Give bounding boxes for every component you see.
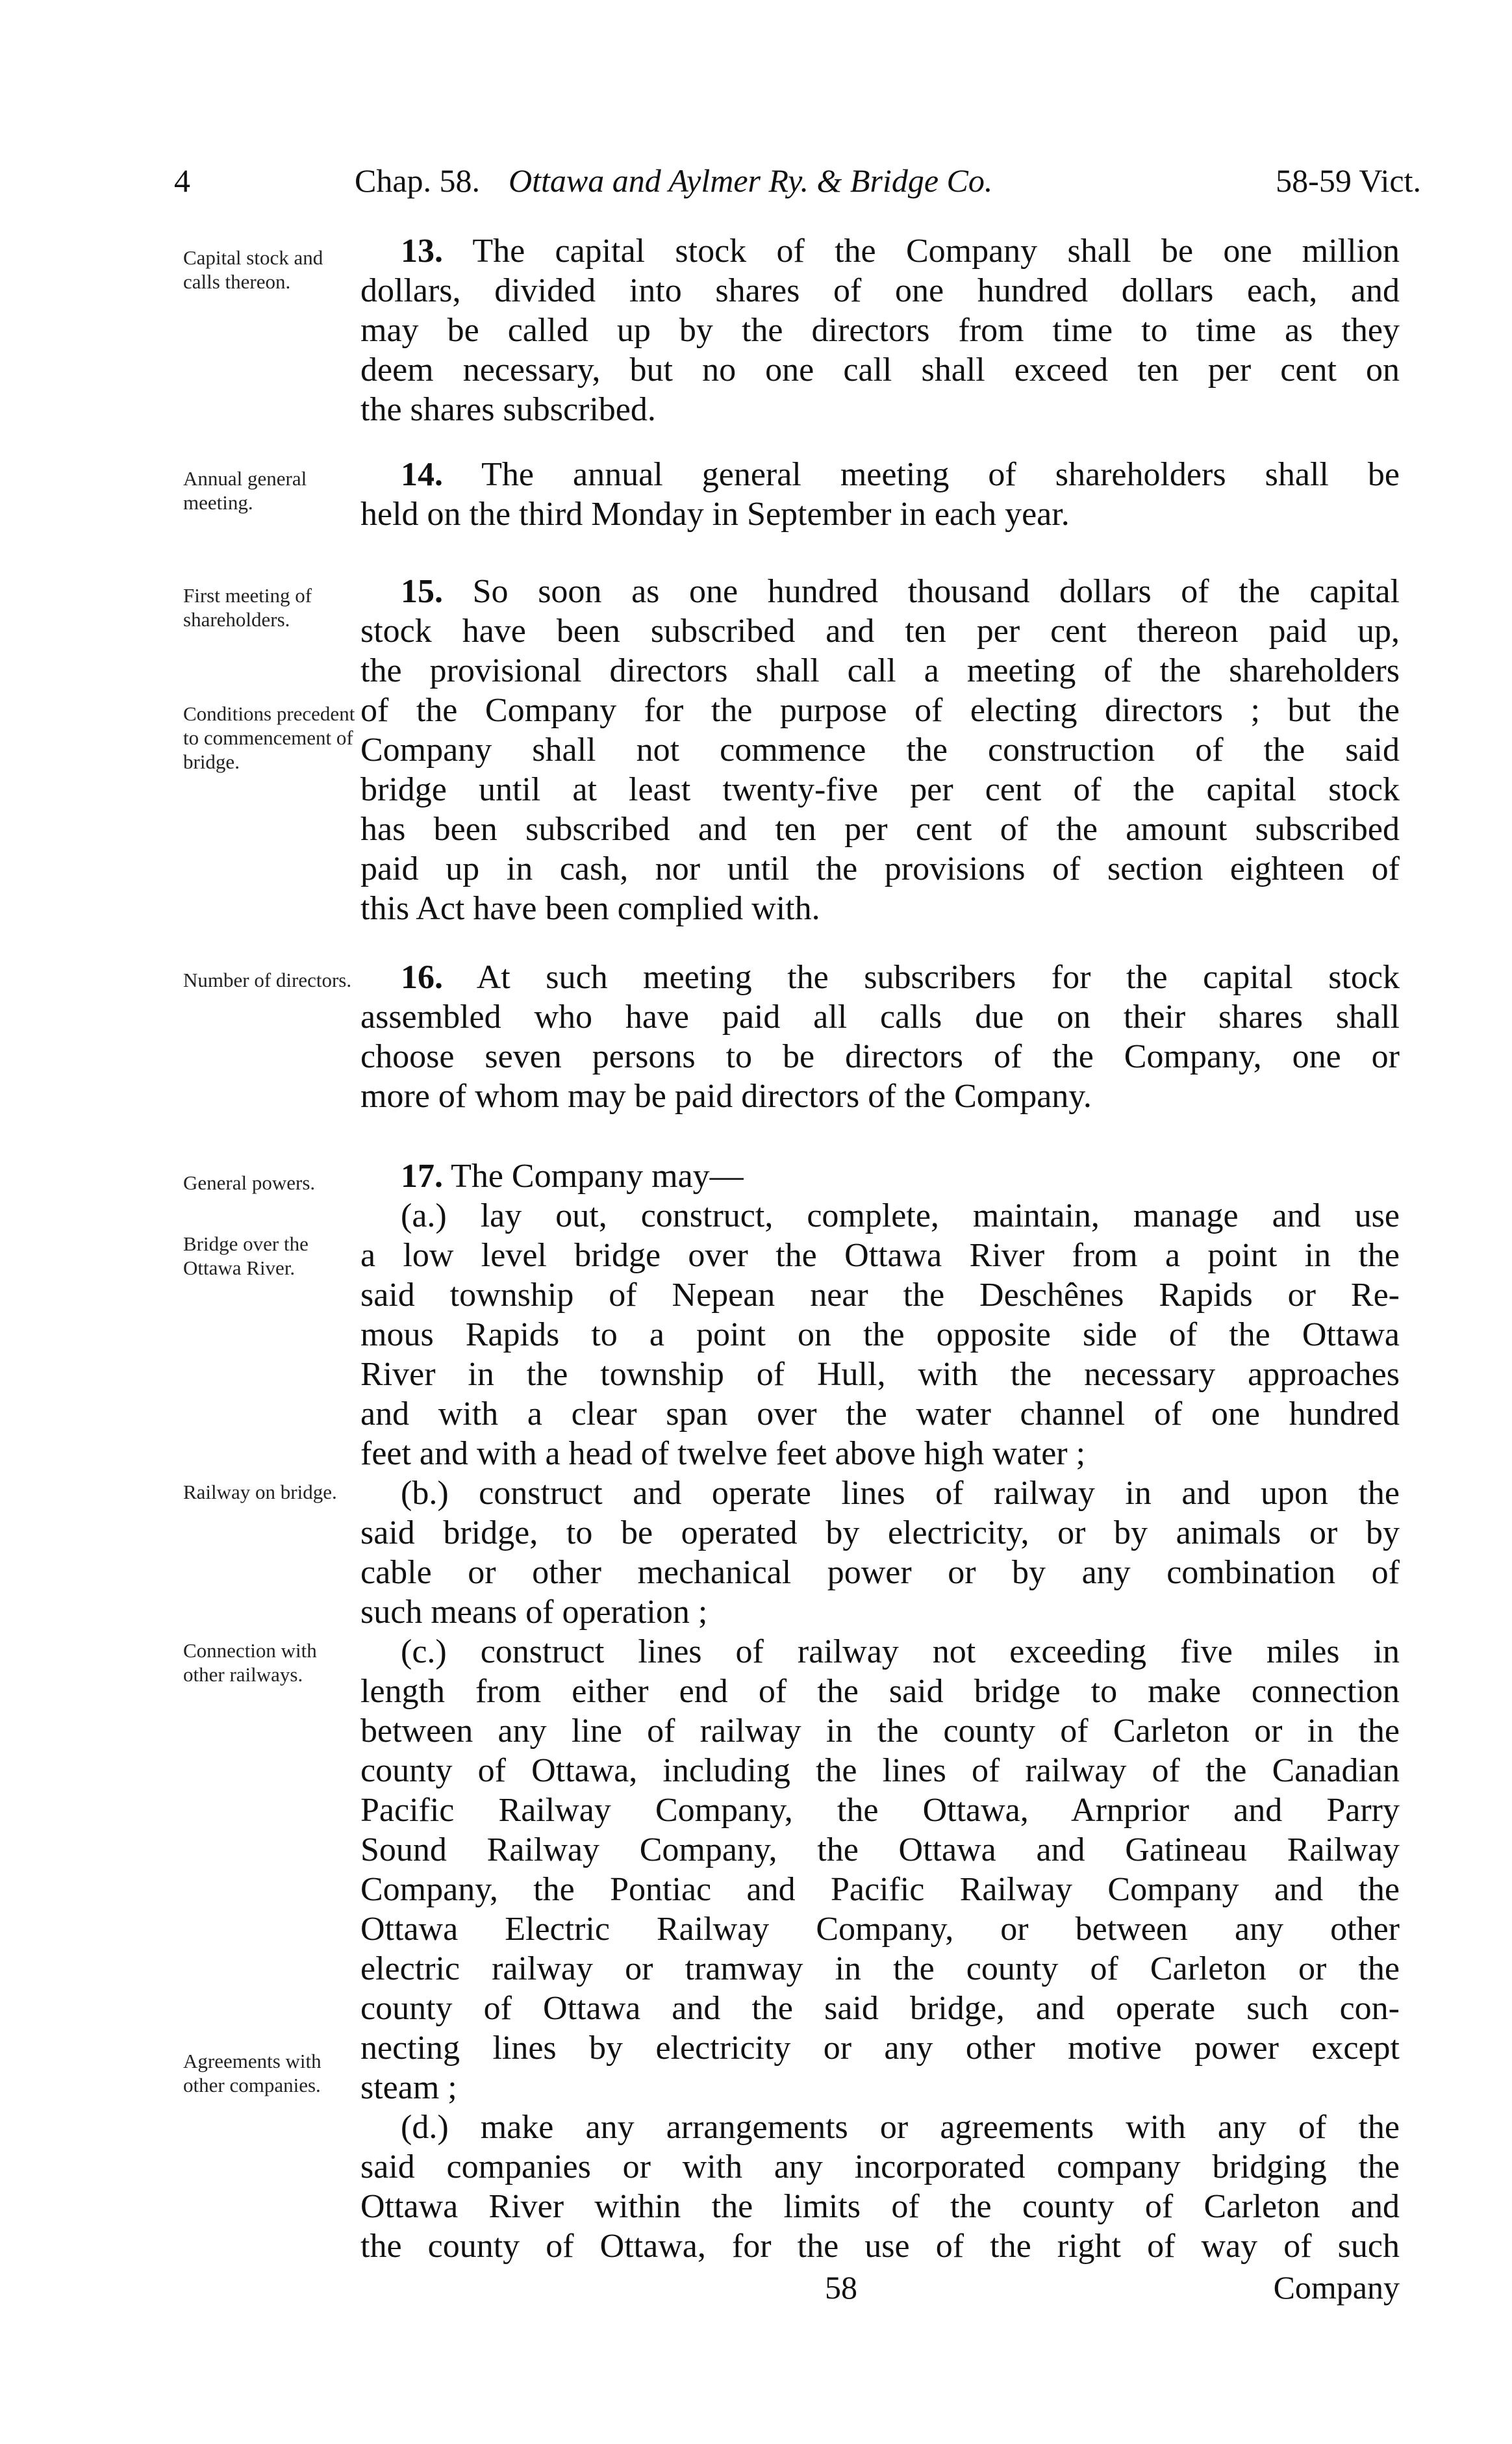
clause-a-line: (a.) lay out, construct, complete, maintain, manage and use: [401, 1197, 1400, 1234]
paragraph-line: said companies or with any incorporated company bridging the: [360, 2148, 1400, 2185]
margin-note-connection: Connection with other railways.: [183, 1639, 317, 1686]
paragraph-line: choose seven persons to be directors of the Company, one or: [360, 1038, 1400, 1075]
paragraph-line: 15. So soon as one hundred thousand dollars of the capital: [401, 573, 1400, 610]
paragraph-line: said township of Nepean near the Deschênes Rapids or Re-: [360, 1277, 1400, 1314]
margin-note-general-powers: General powers.: [183, 1171, 316, 1194]
paragraph-line: Company, the Pontiac and Pacific Railway Company and the: [360, 1871, 1400, 1908]
paragraph-line: held on the third Monday in September in each year.: [360, 496, 1070, 533]
section-number: 15.: [401, 573, 443, 610]
session-label: 58-59 Vict.: [1276, 162, 1421, 199]
paragraph-line: mous Rapids to a point on the opposite side of the Ottawa: [360, 1316, 1400, 1353]
paragraph-line: River in the township of Hull, with the necessary approaches: [360, 1356, 1400, 1393]
paragraph-line: Ottawa River within the limits of the county of Carleton and: [360, 2188, 1400, 2225]
paragraph-line: cable or other mechanical power or by any combination of: [360, 1554, 1400, 1591]
paragraph-line: this Act have been complied with.: [360, 890, 820, 927]
clause-b-line: (b.) construct and operate lines of railway in and upon the: [401, 1475, 1400, 1512]
paragraph-line: electric railway or tramway in the county of Carleton or the: [360, 1950, 1400, 1987]
paragraph-line: may be called up by the directors from time to time as they: [360, 312, 1400, 349]
clause-c-line: (c.) construct lines of railway not exceeding five miles in: [401, 1633, 1400, 1670]
paragraph-line: the shares subscribed.: [360, 391, 656, 428]
margin-note-number-of-directors: Number of directors.: [183, 969, 352, 991]
paragraph-line: 17. The Company may—: [401, 1158, 744, 1195]
section-15: [360, 572, 1400, 928]
margin-note-annual-meeting: Annual general meeting.: [183, 467, 307, 514]
margin-note-bridge-over-river: Bridge over the Ottawa River.: [183, 1232, 309, 1279]
act-title: Ottawa and Aylmer Ry. & Bridge Co.: [509, 162, 993, 199]
paragraph-line: dollars, divided into shares of one hundred dollars each, and: [360, 272, 1400, 309]
paragraph-line: bridge until at least twenty-five per cent of the capital stock: [360, 771, 1400, 808]
page-number: 4: [174, 162, 190, 199]
paragraph-line: Sound Railway Company, the Ottawa and Gatineau Railway: [360, 1831, 1400, 1868]
paragraph-line: Company shall not commence the construction of the said: [360, 732, 1400, 769]
paragraph-line: necting lines by electricity or any other motive power except: [360, 2030, 1400, 2067]
section-13: [360, 231, 1400, 429]
paragraph-line: steam ;: [360, 2069, 457, 2106]
clause-d-line: (d.) make any arrangements or agreements with any of the: [401, 2109, 1400, 2146]
paragraph-line: more of whom may be paid directors of the Company.: [360, 1078, 1092, 1115]
paragraph-line: stock have been subscribed and ten per cent thereon paid up,: [360, 613, 1400, 650]
paragraph-line: said bridge, to be operated by electricity, or by animals or by: [360, 1514, 1400, 1551]
paragraph-line: 14. The annual general meeting of shareholders shall be: [401, 456, 1400, 493]
signature-mark: 58: [825, 2269, 857, 2306]
paragraph-line: county of Ottawa and the said bridge, and operate such con-: [360, 1990, 1400, 2027]
section-number: 16.: [401, 959, 443, 996]
margin-note-railway-on-bridge: Railway on bridge.: [183, 1481, 337, 1503]
paragraph-line: has been subscribed and ten per cent of the amount subscribed: [360, 811, 1400, 848]
section-17: [360, 1156, 1400, 2266]
paragraph-line: a low level bridge over the Ottawa River from a point in the: [360, 1237, 1400, 1274]
paragraph-line: deem necessary, but no one call shall exceed ten per cent on: [360, 351, 1400, 388]
paragraph-line: length from either end of the said bridge to make connection: [360, 1673, 1400, 1710]
margin-note-first-meeting: First meeting of shareholders.: [183, 584, 312, 631]
paragraph-line: county of Ottawa, including the lines of railway of the Canadian: [360, 1752, 1400, 1789]
section-number: 13.: [401, 233, 443, 270]
paragraph-line: of the Company for the purpose of electing directors ; but the: [360, 692, 1400, 729]
paragraph-line: assembled who have paid all calls due on their shares shall: [360, 999, 1400, 1036]
paragraph-line: such means of operation ;: [360, 1594, 708, 1631]
paragraph-line: the county of Ottawa, for the use of the right of way of such: [360, 2228, 1400, 2265]
paragraph-line: Pacific Railway Company, the Ottawa, Arnprior and Parry: [360, 1792, 1400, 1829]
section-number: 14.: [401, 456, 443, 493]
page-footer: [360, 2265, 1400, 2310]
paragraph-line: the provisional directors shall call a meeting of the shareholders: [360, 652, 1400, 689]
paragraph-line: feet and with a head of twelve feet above high water ;: [360, 1435, 1086, 1472]
paragraph-line: 16. At such meeting the subscribers for the capital stock: [401, 959, 1400, 996]
section-number: 17.: [401, 1158, 443, 1195]
section-14: [360, 455, 1400, 534]
running-header: [174, 155, 1421, 207]
margin-note-capital-stock: Capital stock and calls thereon.: [183, 246, 323, 293]
chapter-label: Chap. 58.: [355, 162, 481, 199]
margin-note-conditions: Conditions precedent to commencement of bridge.: [183, 702, 355, 773]
margin-note-agreements: Agreements with other companies.: [183, 2050, 321, 2096]
paragraph-line: paid up in cash, nor until the provisions of section eighteen of: [360, 850, 1400, 887]
paragraph-line: Ottawa Electric Railway Company, or between any other: [360, 1911, 1400, 1948]
paragraph-line: and with a clear span over the water channel of one hundred: [360, 1395, 1400, 1432]
paragraph-line: between any line of railway in the county of Carleton or in the: [360, 1712, 1400, 1750]
section-16: [360, 958, 1400, 1116]
catchword: Company: [1273, 2269, 1400, 2306]
paragraph-line: 13. The capital stock of the Company shall be one million: [401, 233, 1400, 270]
